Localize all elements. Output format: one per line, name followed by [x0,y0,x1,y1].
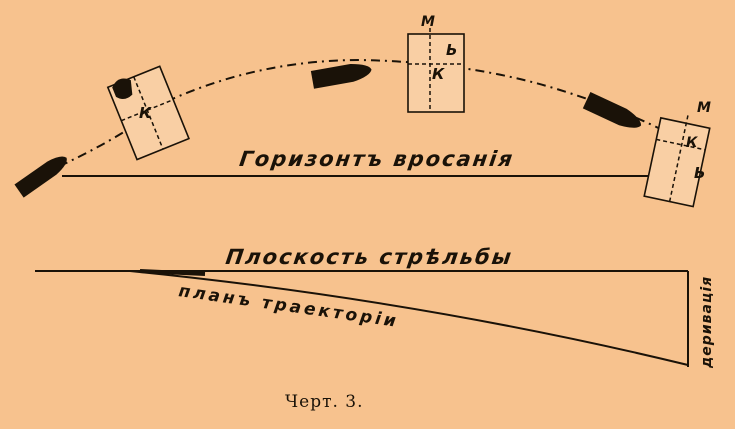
projectile-right [583,92,645,134]
figure-caption: Черт. 3. [285,392,364,412]
mark-k1: К [139,104,152,122]
mark-b-top: Ь [446,41,458,59]
projectile-middle [311,61,373,89]
horizon-label: Горизонтъ вросанія [237,146,516,171]
card-right [644,110,711,206]
projectile-left [14,151,71,197]
derivation-label: деривація [699,275,715,368]
mark-m-right: М [697,100,711,116]
mark-k2: К [432,65,445,83]
trajectory-plan-label: планъ траекторіи [177,281,401,332]
mark-k3: К [686,135,698,151]
mark-b-right: Ь [694,164,706,182]
plane-of-fire-label: Плоскость стрѣльбы [224,244,515,269]
mark-m-top: М [421,14,435,30]
